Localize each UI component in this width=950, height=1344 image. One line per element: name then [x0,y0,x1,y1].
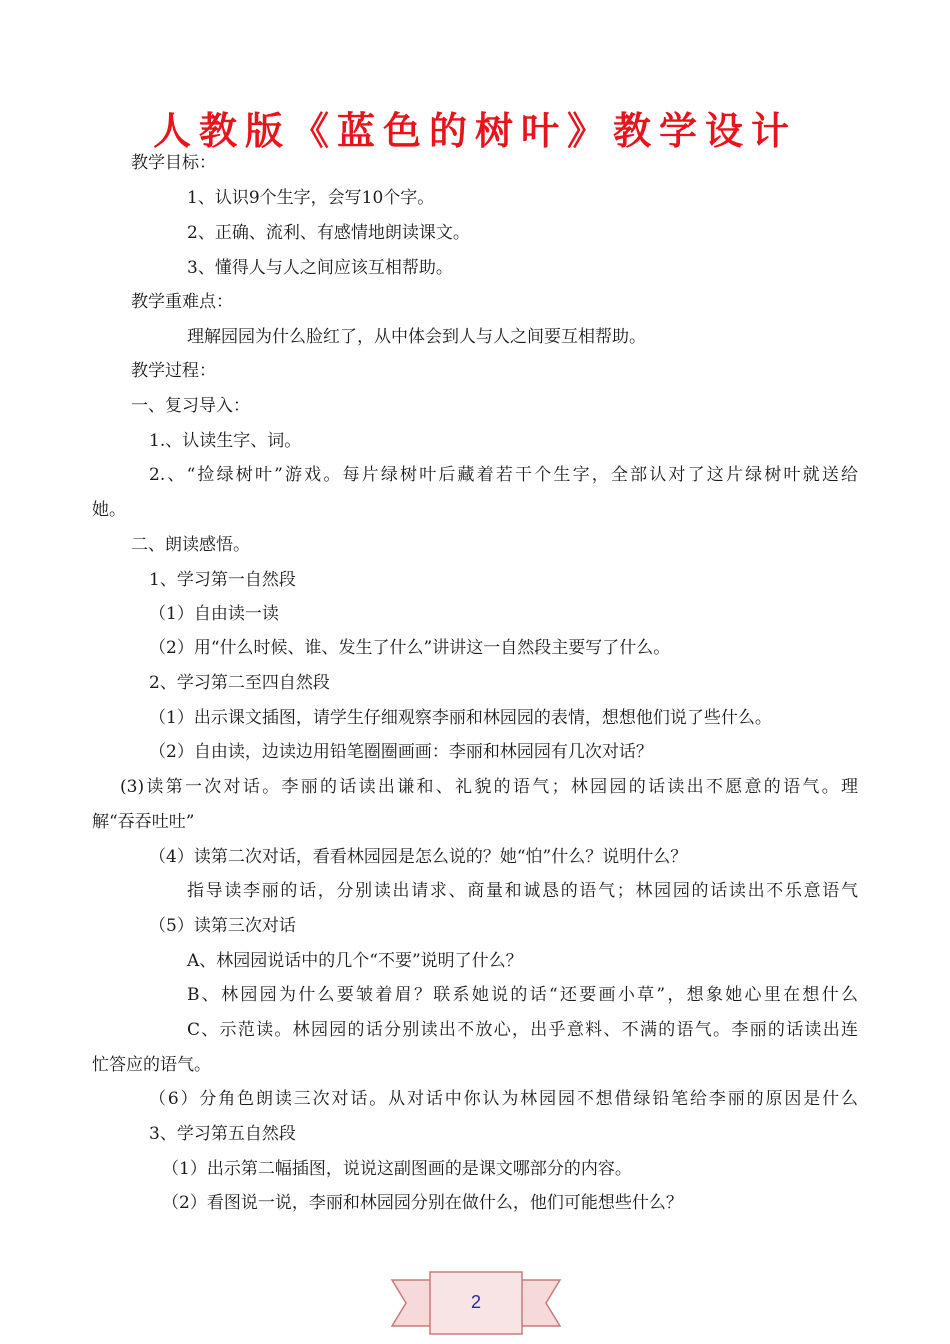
document-title: 人教版《蓝色的树叶》教学设计 [152,109,797,153]
section-heading-key-points: 教学重难点： [131,292,233,312]
body-line: 2.、“捡绿树叶”游戏。每片绿树叶后藏着若干个生字，全部认对了这片绿树叶就送给 [149,465,858,485]
sub-step-heading: 2、学习第二至四自然段 [149,673,330,693]
body-line: 指导读李丽的话，分别读出请求、商量和诚恳的语气；林园园的话读出不乐意语气 [187,881,858,901]
sub-step-heading: 3、学习第五自然段 [149,1124,296,1144]
objective-item: 3、懂得人与人之间应该互相帮助。 [187,258,453,278]
body-line: （1）出示第二幅插图，说说这副图画的是课文哪部分的内容。 [162,1159,632,1179]
body-line: （2）自由读，边读边用铅笔圈圈画画：李丽和林园园有几次对话？ [149,742,653,762]
sub-step-heading: 1、学习第一自然段 [149,570,296,590]
step-heading: 一、复习导入： [131,396,250,416]
body-line: （4）读第二次对话，看看林园园是怎么说的？她“怕”什么？说明什么？ [149,847,688,867]
body-line: (3)读第一次对话。李丽的话读出谦和、礼貌的语气；林园园的话读出不愿意的语气。理 [120,777,858,797]
body-line: （1）自由读一读 [149,604,279,624]
body-line: C、示范读。林园园的话分别读出不放心，出乎意料、不满的语气。李丽的话读出连 [187,1020,858,1040]
section-heading-process: 教学过程： [131,361,216,381]
body-line: 1.、认读生字、词。 [149,431,302,451]
body-line: 忙答应的语气。 [92,1055,211,1075]
body-line: 解“吞吞吐吐” [92,812,195,832]
objective-item: 1、认识9个生字，会写10个字。 [187,188,435,208]
body-line: B、林园园为什么要皱着眉？联系她说的话“还要画小草”，想象她心里在想什么 [187,985,858,1005]
objective-item: 2、正确、流利、有感情地朗读课文。 [187,223,470,243]
page-number: 2 [470,1292,481,1312]
body-line: （1）出示课文插图，请学生仔细观察李丽和林园园的表情，想想他们说了些什么。 [149,708,772,728]
key-point-text: 理解园园为什么脸红了，从中体会到人与人之间要互相帮助。 [187,327,646,347]
body-line: 她。 [92,500,126,520]
body-line: A、林园园说话中的几个“不要”说明了什么？ [187,951,523,971]
body-line: （5）读第三次对话 [149,916,296,936]
step-heading: 二、朗读感悟。 [131,535,250,555]
body-line: （2）用“什么时候、谁、发生了什么”讲讲这一自然段主要写了什么。 [149,638,671,658]
section-heading-objectives: 教学目标： [131,153,216,173]
body-line: （2）看图说一说，李丽和林园园分别在做什么，他们可能想些什么？ [162,1193,683,1213]
body-line: （6）分角色朗读三次对话。从对话中你认为林园园不想借绿铅笔给李丽的原因是什么 [149,1089,858,1109]
page-number-ribbon [390,1268,562,1338]
